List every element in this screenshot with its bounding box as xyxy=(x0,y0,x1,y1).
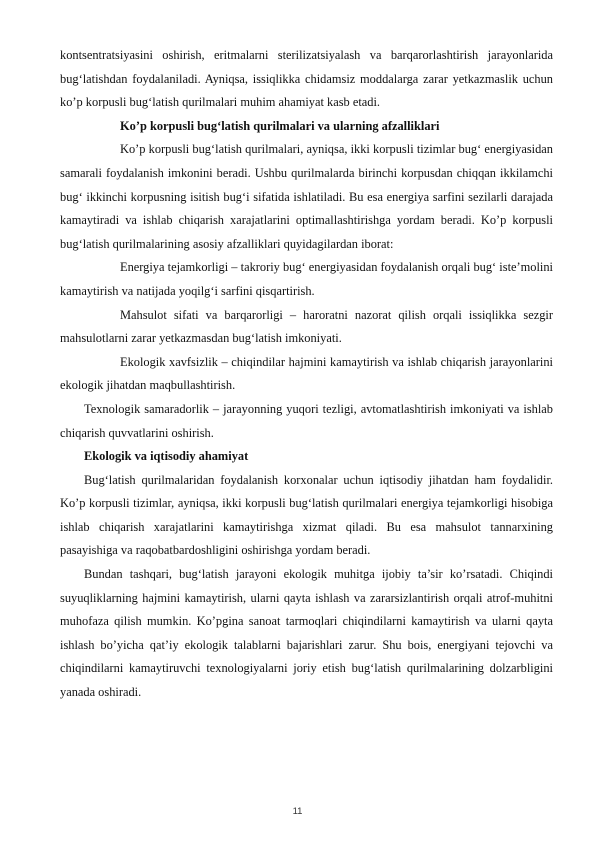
paragraph-multi-effect: Ko’p korpusli bug‘latish qurilmalari, ayniqsa, ikki korpusli tizimlar bug‘ energiyasidan samarali foydalanish imkonini beradi. Ushbu qurilmalarda birinchi korpusdan chiqqan ikkilamchi bug‘ ikkinchi korpusning isitish bug‘i sifatida ishlatiladi. Bu esa energiya sarfini sezilarli darajada kamaytiradi va ishlab chiqarish xarajatlarini optimallashtirishga yordam beradi. Ko’p korpusli bug‘latish qurilmalarining asosiy afzalliklari quyidagilardan iborat: xyxy=(60,142,553,251)
list-item-energy-efficiency: Energiya tejamkorligi – takroriy bug‘ energiyasidan foydalanish orqali bug‘ iste’molini kamaytirish va natijada yoqilg‘i sarfini qisqartirish. xyxy=(60,260,553,298)
document-body xyxy=(60,44,553,705)
paragraph-economic: Bug‘latish qurilmalaridan foydalanish korxonalar uchun iqtisodiy jihatdan ham foydalidir. Ko’p korpusli tizimlar, ayniqsa, ikki korpusli bug‘latish qurilmalari energiya tejamkorligi hisobiga ishlab chiqarish xarajatlarini kamaytirishga xizmat qiladi. Bu esa mahsulot tannarxining pasayishiga va raqobatbardoshligini oshirishga yordam beradi. xyxy=(60,472,553,558)
list-item-technological-efficiency: Texnologik samaradorlik – jarayonning yuqori tezligi, avtomatlashtirish imkoniyati va ishlab chiqarish quvvatlarini oshirish. xyxy=(60,401,553,440)
paragraph-ecological: Bundan tashqari, bug‘latish jarayoni ekologik muhitga ijobiy ta’sir ko’rsatadi. Chiqindi suyuqliklarning hajmini kamaytirish, ularni qayta ishlash va zararsizlantirish orqali atrof-muhitni muhofaza qilish mumkin. Ko’pgina sanoat tarmoqlari chiqindilarni kamaytirish va ularni qayta ishlash bo’yicha qat’iy ekologik talablarni bajarishlari zarur. Shu bois, energiyani tejovchi va chiqindilarni kamaytiruvchi texnologiyalarni joriy etish bug‘latish qurilmalarining dolzarbligini yanada oshiradi. xyxy=(60,567,553,700)
list-item-ecological-safety: Ekologik xavfsizlik – chiqindilar hajmini kamaytirish va ishlab chiqarish jarayonlarini ekologik jihatdan maqbullashtirish. xyxy=(60,354,553,393)
list-item-product-quality: Mahsulot sifati va barqarorligi – haroratni nazorat qilish orqali issiqlikka sezgir mahsulotlarni zarar yetkazmasdan bug‘latish imkoniyati. xyxy=(60,307,553,346)
paragraph-intro: kontsentratsiyasini oshirish, eritmalarni sterilizatsiyalash va barqarorlashtirish jarayonlarida bug‘latishdan foydalaniladi. Ayniqsa, issiqlikka chidamsiz moddalarga zarar yetkazmaslik uchun ko’p korpusli bug‘latish qurilmalari muhim ahamiyat kasb etadi. xyxy=(60,48,553,110)
page-number: 11 xyxy=(292,806,303,817)
section-heading-ecological-economic: Ekologik va iqtisodiy ahamiyat xyxy=(84,449,249,464)
section-heading-multi-effect: Ko’p korpusli bug‘latish qurilmalari va ularning afzalliklari xyxy=(120,118,440,133)
